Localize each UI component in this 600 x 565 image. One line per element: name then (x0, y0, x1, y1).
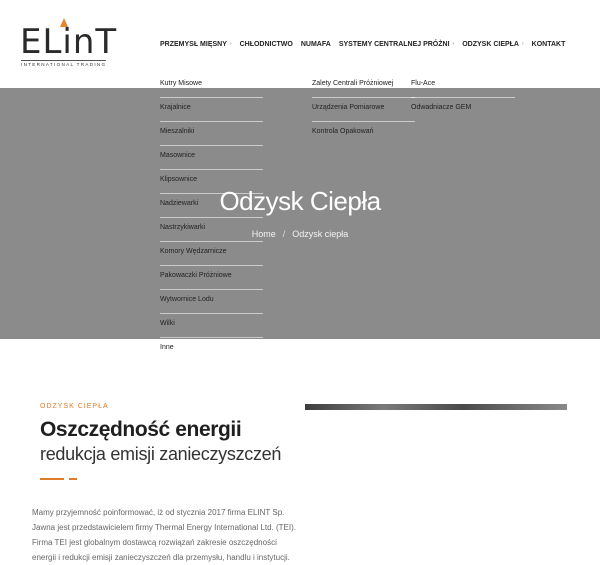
nav-label: ODZYSK CIEPŁA (462, 40, 519, 48)
chevron-down-icon: › (522, 41, 524, 47)
accent-line (40, 478, 64, 480)
chevron-down-icon: › (229, 41, 232, 47)
dropdown-systemy-prozni (312, 74, 415, 146)
logo[interactable] (20, 18, 120, 70)
dropdown-item[interactable]: Klipsownice (160, 170, 263, 194)
chevron-down-icon: › (452, 41, 455, 47)
dropdown-item[interactable]: Flu-Ace (411, 74, 515, 98)
dropdown-item[interactable]: Urządzenia Pomiarowe (312, 98, 415, 122)
main-nav (160, 36, 573, 52)
accent-dash (69, 478, 77, 480)
nav-label: KONTAKT (531, 40, 566, 48)
accent-divider (40, 478, 77, 480)
nav-label: SYSTEMY CENTRALNEJ PRÓŻNI (338, 40, 450, 48)
nav-item-systemy-centralnej-prozni[interactable] (339, 41, 454, 48)
nav-item-odzysk-ciepla[interactable] (462, 41, 523, 48)
section-image (305, 404, 567, 410)
breadcrumb (0, 229, 600, 239)
dropdown-odzysk-ciepla (411, 74, 515, 122)
breadcrumb-home-link[interactable]: Home (251, 229, 276, 239)
section-subheading: redukcja emisji zanieczyszczeń (40, 444, 282, 464)
nav-label: CHŁODNICTWO (239, 40, 293, 48)
nav-label: NUMAFA (300, 40, 331, 48)
page-title: Odzysk Ciepła (219, 186, 381, 216)
dropdown-item[interactable]: Masownice (160, 146, 263, 170)
dropdown-item[interactable]: Komory Wędzarnicze (160, 242, 263, 266)
logo-wordmark: ELinT (20, 22, 118, 62)
logo-tagline: INTERNATIONAL TRADING (21, 62, 107, 67)
dropdown-item[interactable]: Pakowaczki Próżniowe (160, 266, 263, 290)
nav-item-przemysl-miesny[interactable] (160, 41, 232, 48)
dropdown-item[interactable]: Kontrola Opakowań (312, 128, 374, 135)
dropdown-item[interactable]: Krajalnice (160, 98, 263, 122)
dropdown-item[interactable]: Wilki (160, 314, 263, 338)
dropdown-item[interactable]: Nadziewarki (160, 194, 263, 218)
breadcrumb-separator: / (282, 229, 286, 239)
dropdown-item[interactable]: Mieszalniki (160, 122, 263, 146)
nav-item-numafa[interactable] (301, 41, 331, 48)
nav-item-chlodnictwo[interactable] (240, 41, 293, 48)
dropdown-item[interactable]: Wytwornice Lodu (160, 290, 263, 314)
dropdown-item[interactable]: Nastrzykiwarki (160, 218, 263, 242)
intro-paragraph: Mamy przyjemność poinformować, iż od stycznia 2017 firma ELINT Sp. Jawna jest przedstawicielem firmy Thermal Energy International Ltd. (TEI). Firma TEI jest globalnym dostawcą rozwiązań zakresie oszczędności energii i redukcji emisji zanieczyszczeń dla przemysłu, handlu i instytucji. (32, 508, 296, 562)
dropdown-item[interactable]: Odwadniacze GEM (411, 104, 472, 111)
nav-item-kontakt[interactable] (532, 41, 566, 48)
section-heading: Oszczędność energii (40, 418, 242, 441)
dropdown-item[interactable]: Inne (160, 344, 174, 351)
nav-label: PRZEMYSŁ MIĘSNY (160, 40, 227, 48)
breadcrumb-current: Odzysk ciepła (292, 229, 349, 239)
dropdown-item[interactable]: Zalety Centrali Próżniowej (312, 74, 415, 98)
section-kicker: ODZYSK CIEPŁA (40, 403, 109, 410)
dropdown-przemysl-miesny (160, 74, 263, 362)
dropdown-item[interactable]: Kutry Misowe (160, 74, 263, 98)
